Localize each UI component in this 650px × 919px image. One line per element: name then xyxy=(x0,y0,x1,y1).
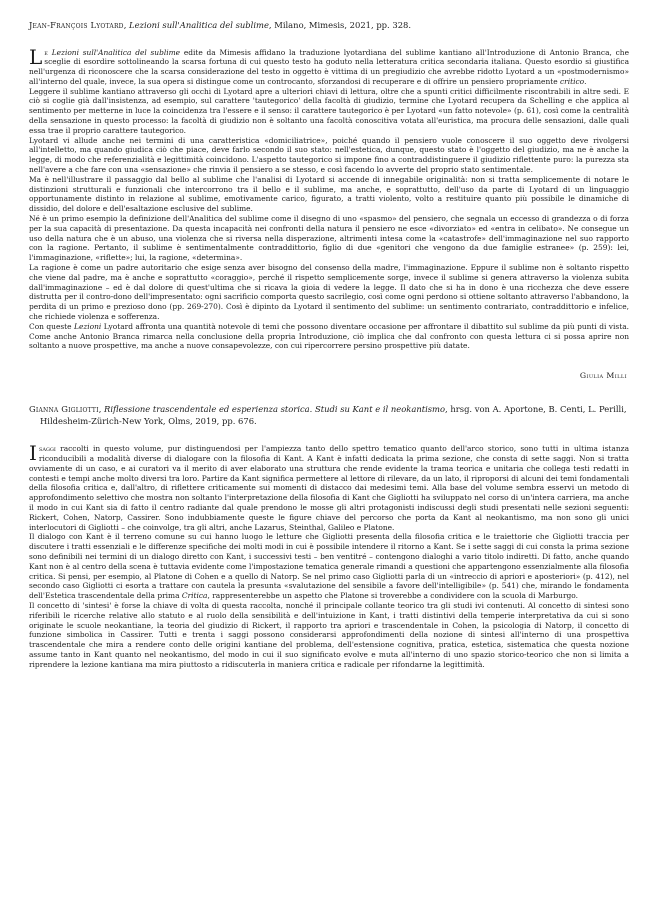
review-1-paragraph: Ma è nell'illustrare il passaggio dal bello al sublime che l'analisi di Lyotard si accende di innegabile originalità: non si tratta semplicemente di notare le distinzioni strutturali e funzionali che intercorrono tra il bello e il sublime, ma anche, e soprattutto, dell'uso da parte di Lyotard di un linguaggio opportunamente distinto in relazione al sublime, emotivamente carico, figurato, a tratti violento, volto a restituire quanto più possibile le dinamiche di dissidio, del dolore e dell'esaltazione esclusive del sublime. xyxy=(29,174,629,214)
review-1-paragraph: Leggere il sublime kantiano attraverso gli occhi di Lyotard apre a ulteriori chiavi di lettura, oltre che a spunti critici difficilmente riscontrabili in altre sedi. E ciò si coglie già dall'insistenza, ad esempio, sul carattere 'tautegorico' della facoltà di giudizio, termine che Lyotard recupera da Schelling e che applica al sentimento per metterne in luce la coincidenza tra l'essere e il senso: il carattere tautegorico è per Lyotard «un fatto notevole» (p. 61), così come la centralità della sensazione in questo processo: la facoltà di giudizio non è soltanto una facoltà conoscitiva votata all'euristica, ma procura delle sensazioni, dalle quali essa trae il proprio carattere tautegorico. xyxy=(29,86,629,135)
review-2-paragraph: Il concetto di 'sintesi' è forse la chiave di volta di questa raccolta, nonché il principale collante teorico tra gli studi ivi contenuti. Al concetto di sintesi sono riferibili le ricerche relative allo statuto e al ruolo della sensibilità e dell'intuizione in Kant, i tratti distintivi della temperie interpretativa da cui si sono originate le scuole neokantiane, la teoria del giudizio di Rickert, il rapporto tra apriori e trascendentale in Cohen, la psicologia di Natorp, il concetto di funzione simbolica in Cassirer. Tutti e trenta i saggi possono considerarsi approfondimenti della nozione di sintesi all'interno di una prospettiva trascendentale che mira a rendere conto delle origini kantiane del problema, dell'estensione cognitiva, pratica, estetica, sistematica che questa nozione assume tanto in Kant quanto nel neokantismo, del modo in cui il suo significato evolve e muta all'interno di uno spazio storico-teorico che non si limita a riprendere la lezione kantiana ma mira piuttosto a ridiscuterla in maniera critica e radicale per rifondarne la legittimità. xyxy=(29,600,629,669)
review-1-paragraph: Lyotard vi allude anche nei termini di una caratteristica «domiciliatrice», poiché quando il pensiero vuole conoscere il suo oggetto deve rivolgersi all'intelletto, ma quando giudica ciò che piace, deve farlo secondo il suo stato: nell'estetica, dunque, questo stato è l'oggetto del giudizio, ma ne è anche la legge, di modo che referenzialità e legittimità coincidono. L'aspetto tautegorico si impone fino a contraddistinguere il giudizio riflettente puro: la purezza sta nell'avere a che fare con una «sensazione» che rinvia il pensiero a se stesso, e così facendo lo avverte del proprio stato sentimentale. xyxy=(29,135,629,175)
review-1-heading: Jean-François Lyotard, Lezioni sull'Analitica del sublime, Milano, Mimesis, 2021, pp. 328. xyxy=(29,20,412,30)
review-1-paragraph: Con queste Lezioni Lyotard affronta una quantità notevole di temi che possono diventare occasione per affrontare il dibattito sul sublime da più punti di vista. Come anche Antonio Branca rimarca nella conclusione della propria Introduzione, ciò implica che dal confronto con questa lettura ci si possa aprire non soltanto a nuove prospettive, ma anche a nuove consapevolezze, con cui ripercorrere persino prospettive più datate. xyxy=(29,321,629,351)
review-1-dropcap: L xyxy=(29,44,43,69)
review-2-paragraph: Il dialogo con Kant è il terreno comune su cui hanno luogo le letture che Gigliotti presenta della filosofia critica e le traiettorie che Gigliotti traccia per discutere i tratti essenziali e le differenze specifiche dei molti modi in cui è possibile intendere il ritorno a Kant. Se i sette saggi di cui consta la prima sezione sono definibili nei termini di un dialogo diretto con Kant, i successivi testi – ben ventitré – contengono dialoghi a vario titolo indiretti. Di fatto, anche quando Kant non è al centro della scena è tuttavia evidente come l'impostazione tematica generale rimandi a questioni che appartengono essenzialmente alla filosofia critica. Si pensi, per esempio, al Platone di Cohen e a quello di Natorp. Se nel primo caso Gigliotti parla di un «intreccio di apriori e aposteriori» (p. 412), nel secondo caso Gigliotti ci esorta a trattare con cautela la presunta «svalutazione del sensibile a favore dell'intelligibile» (p. 541) che, mirando le fondamenta dell'Estetica trascendentale della prima Critica, rappresenterebbe un aspetto che Platone si troverebbe a condividere con la scuola di Marburgo. xyxy=(29,532,629,601)
review-1-book-title: Lezioni sull'Analitica del sublime xyxy=(129,20,269,30)
review-2-publication: , hrsg. von A. Aportone, B. Centi, L. Perilli, Hildesheim-Zürich-New York, Olms, 2019, pp. 676. xyxy=(40,404,627,426)
review-1-paragraph: Né è un primo esempio la definizione dell'Analitica del sublime come il disegno di uno «spasmo» del pensiero, che segnala un eccesso di grandezza o di forza per la sua capacità di presentazione. Da questa incapacità nei confronti della natura il pensiero ne esce «divorziato» ed «entra in celibato». Ne consegue un uso della natura che è un abuso, una violenza che si riversa nella disperazione, altrimenti intesa come la «catastrofe» dell'immaginazione nel suo rapporto con la ragione. Pertanto, il sublime è sentimentalmente contraddittorio, figlio di due «genitori che vengono da due famiglie estranee» (p. 259): lei, l'immaginazione, «riflette»; lui, la ragione, «determina». xyxy=(29,214,629,263)
review-1-paragraph: Le Lezioni sull'Analitica del sublime edite da Mimesis affidano la traduzione lyotardiana del sublime kantiano all'Introduzione di Antonio Branca, che sceglie di esordire sottolineando la scarsa fortuna di cui questo testo ha goduto nella letteratura critica secondaria italiana. Questo esordio si giustifica nell'urgenza di riconoscere che la scarsa considerazione del testo in oggetto è vittima di un pregiudizio che avrebbe ridotto Lyotard a un «postmodernismo» all'interno del quale, invece, la sua opera si distingue come un controcanto, sforzandosi di recuperare e di offrire un pensiero propriamente critico. xyxy=(29,44,629,86)
review-2-dropcap: I xyxy=(29,441,37,466)
review-1-author: Jean-François Lyotard xyxy=(29,20,124,30)
review-2-paragraph: I saggi raccolti in questo volume, pur distinguendosi per l'ampiezza tanto dello spettro tematico quanto dell'arco storico, sono tutti in ultima istanza riconducibili a modalità diverse di dialogare con la filosofia di Kant. A Kant è infatti dedicata la prima sezione, che consta di sette saggi. Non si tratta ovviamente di un caso, e ai curatori va il merito di aver elaborato una struttura che rende evidente la trama teorica e unitaria che collega testi redatti in contesti e tempi anche molto diversi tra loro. Partire da Kant significa permettere al lettore di rilevare, da un lato, il riproporsi di alcuni dei temi fondamentali della filosofia critica e, dall'altro, di riflettere criticamente sui momenti di distacco dai medesimi temi. Alla base del volume sembra esservi un metodo di approfondimento selettivo che mostra non soltanto l'interpretazione della filosofia di Kant che Gigliotti ha sviluppato nel corso di un'intera carriera, ma anche il modo in cui Kant sia di fatto il centro radiante dal quale prendono le mosse gli altri protagonisti indiscussi degli studi presentati nelle sezioni seguenti: Rickert, Cohen, Natorp, Cassirer. Sono indubbiamente queste le figure chiave del percorso che porta da Kant al neokantismo, ma non sono gli unici interlocutori di Gigliotti – che coinvolge, tra gli altri, anche Lazarus, Steinthal, Galileo e Platone. xyxy=(29,441,629,532)
review-2-authors: Gianna Gigliotti xyxy=(29,404,99,415)
review-1-lead-italic: Lezioni sull'Analitica del sublime xyxy=(51,47,181,57)
review-1-publication: , Milano, Mimesis, 2021, pp. 328. xyxy=(268,20,412,30)
review-1-signature: Giulia Milli xyxy=(579,371,627,381)
review-2-book-title: Riflessione trascendentale ed esperienza storica. Studi su Kant e il neokantismo xyxy=(104,404,446,415)
review-2-heading: Gianna Gigliotti, Riflessione trascendentale ed esperienza storica. Studi su Kant e il neokantismo, hrsg. von A. Aportone, B. Centi, L. Perilli, Hildesheim-Zürich-New York, Olms, 2019, pp. 676. xyxy=(29,404,627,426)
review-1-body xyxy=(29,44,629,352)
review-1-lead-caps: e xyxy=(44,47,52,57)
review-2-body xyxy=(29,441,629,669)
review-2-lead-caps: saggi xyxy=(38,444,56,454)
review-1-paragraph: La ragione è come un padre autoritario che esige senza aver bisogno del consenso della madre, l'immaginazione. Eppure il sublime non è soltanto rispetto che viene dal padre, ma è anche e soprattutto «coraggio», perché il rispetto semplicemente sorge, invece il sublime si genera attraverso la violenza subita dall'immaginazione – ed è dal dolore di quest'ultima che si ricava la gioia di vedere la legge. Il dato che si ha in dono è una ricchezza che deve essere distrutta per il contro-dono dell'impresentato: ogni sacrificio comporta questo sacrilegio, così come ogni perdono si ottiene soltanto attraverso l'abbandono, la perdita di un primo e prezioso dono (pp. 269-270). Così è dipinto da Lyotard il sentimento del sublime: un sentimento contrariato, contraddittorio e infelice, che richiede violenza e sofferenza. xyxy=(29,263,629,322)
